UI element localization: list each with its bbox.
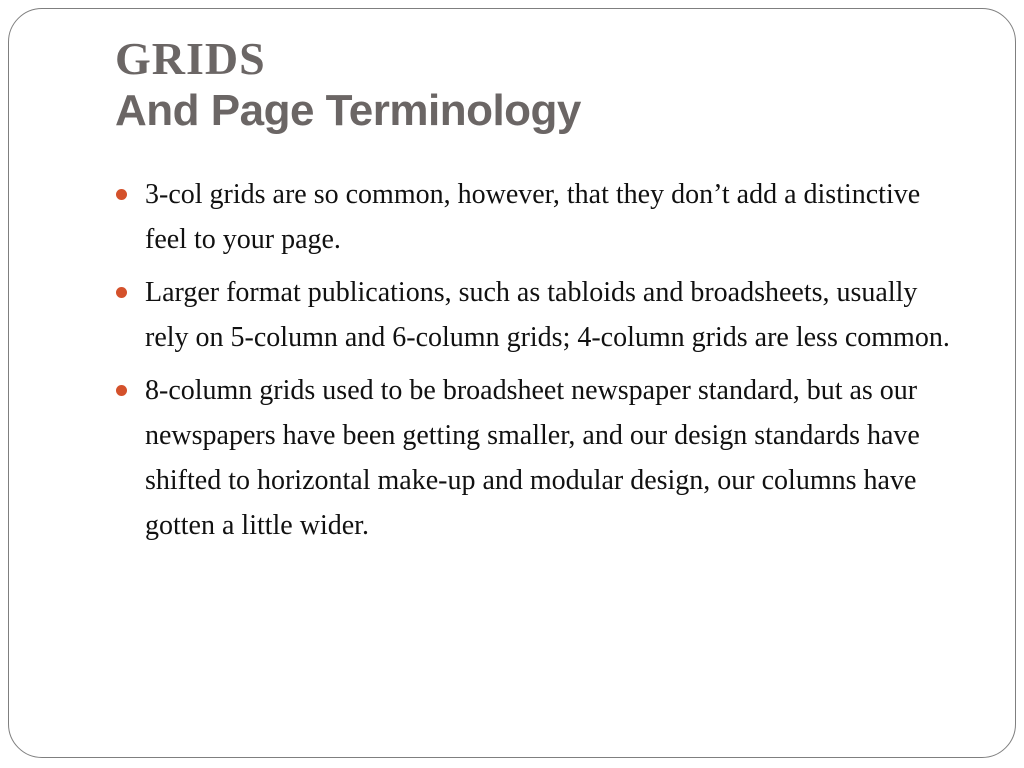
bullet-text: 8-column grids used to be broadsheet newspaper standard, but as our newspapers have been getting smaller, and our design standards have shifted to horizontal make-up and modular design, our columns have gotten a little wider. (145, 375, 920, 541)
bullet-list (111, 172, 961, 556)
title-block (115, 33, 581, 137)
bullet-item (111, 368, 961, 548)
slide-subtitle: And Page Terminology (115, 86, 581, 135)
bullet-text: 3-col grids are so common, however, that they don’t add a distinctive feel to your page. (145, 179, 921, 255)
bullet-item (111, 270, 961, 360)
bullet-dot-icon (116, 385, 127, 396)
slide-frame (8, 8, 1016, 758)
bullet-dot-icon (116, 287, 127, 298)
bullet-item (111, 172, 961, 262)
bullet-dot-icon (116, 189, 127, 200)
slide-title: GRIDS (115, 33, 266, 84)
bullet-text: Larger format publications, such as tabloids and broadsheets, usually rely on 5-column and 6-column grids; 4-column grids are less common. (145, 277, 950, 353)
